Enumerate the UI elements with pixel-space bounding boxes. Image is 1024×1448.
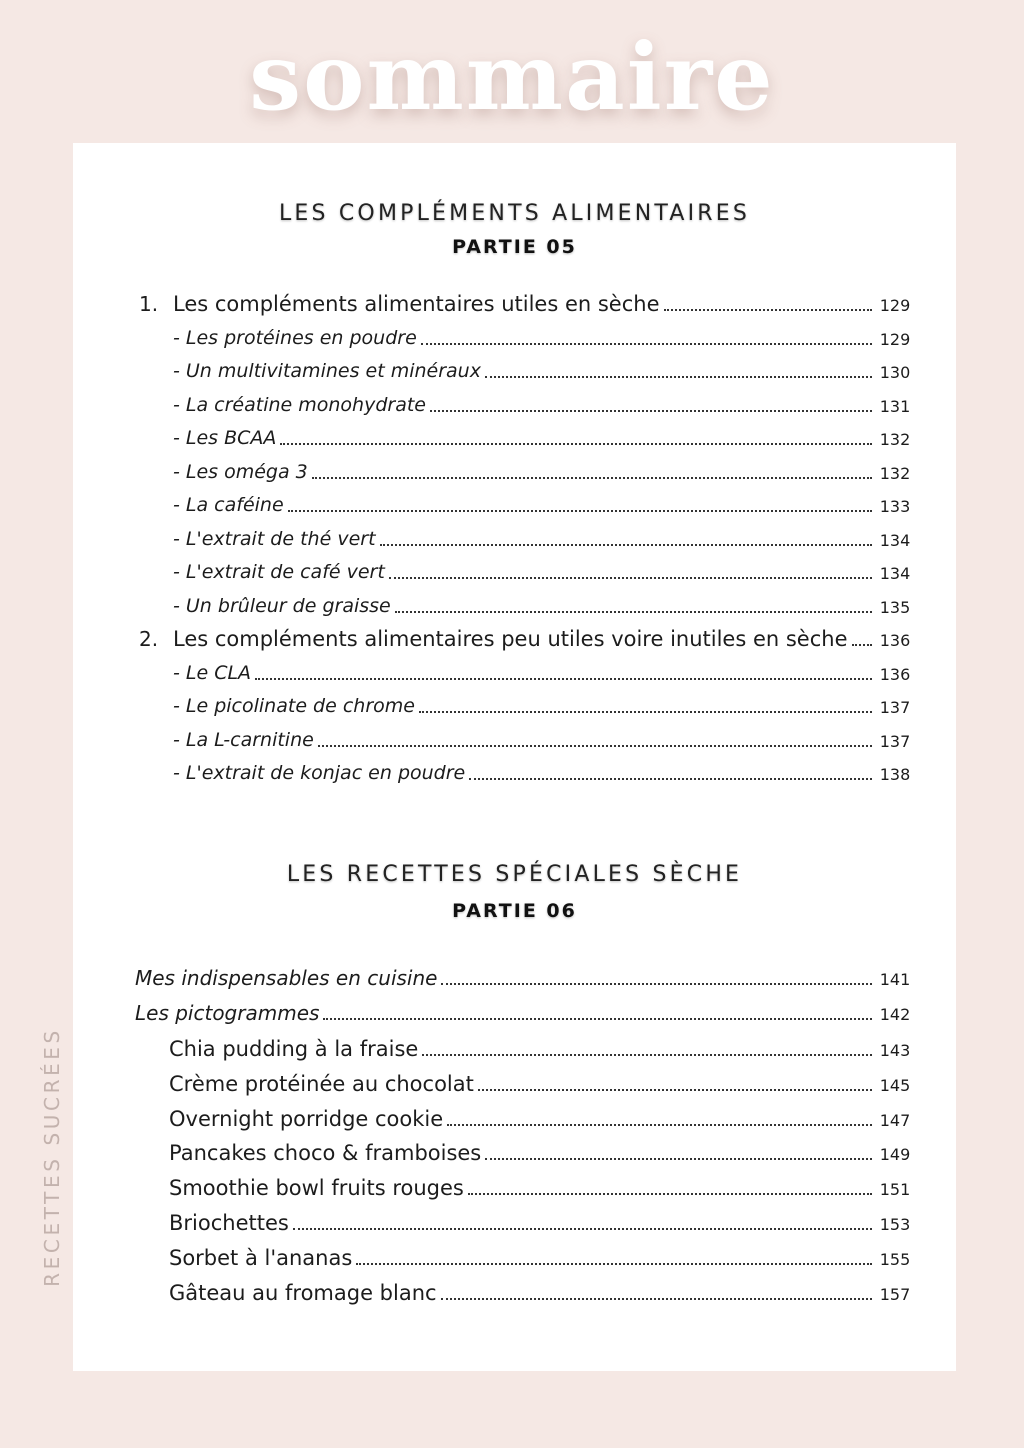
- toc-entry-page-number: 134: [879, 564, 911, 583]
- toc-entry-label: Chia pudding à la fraise: [169, 1037, 419, 1061]
- toc-entry-page-number: 149: [879, 1145, 911, 1165]
- toc-sub-entry[interactable]: [173, 388, 912, 418]
- toc-entry-label: Sorbet à l'ananas: [169, 1245, 353, 1270]
- toc-entry-page-number: 131: [879, 396, 911, 416]
- toc-entry-label: Gâteau au fromage blanc: [169, 1280, 437, 1305]
- toc-entry-label: Pancakes choco & framboises: [169, 1141, 482, 1166]
- dot-leader: [469, 778, 872, 780]
- dot-leader: [422, 1054, 872, 1056]
- dot-leader: [395, 611, 872, 613]
- toc-entry-page-number: 130: [879, 363, 911, 382]
- toc-sub-entry[interactable]: [173, 488, 912, 518]
- toc-entry-page-number: 145: [879, 1075, 911, 1095]
- toc-entry-label: Mes indispensables en cuisine: [135, 966, 438, 990]
- toc-recipe-entry[interactable]: [169, 1102, 912, 1132]
- dot-leader: [419, 711, 872, 713]
- toc-entry-page-number: 132: [879, 463, 911, 483]
- toc-recipe-entry[interactable]: [169, 1276, 912, 1306]
- dot-leader: [389, 577, 872, 579]
- part6-label: PARTIE 06: [452, 900, 577, 922]
- part5-label: PARTIE 05: [452, 236, 577, 258]
- toc-entry-page-number: 147: [879, 1110, 911, 1130]
- toc-sub-entry[interactable]: [173, 589, 912, 619]
- toc-entry-page-number: 157: [879, 1284, 911, 1304]
- toc-sub-entry[interactable]: [173, 756, 912, 786]
- toc-entry-label: Les pictogrammes: [135, 1001, 320, 1025]
- toc-entry-label: - L'extrait de café vert: [173, 561, 385, 583]
- toc-entry-page-number: 129: [879, 296, 911, 315]
- dot-leader: [280, 443, 872, 445]
- toc-entry-page-number: 135: [879, 597, 911, 617]
- dot-leader: [293, 1228, 872, 1230]
- toc-recipe-entry[interactable]: [169, 1171, 912, 1201]
- toc-sub-entry[interactable]: [173, 321, 912, 351]
- dot-leader: [468, 1193, 872, 1195]
- toc-entry-label: - La L-carnitine: [173, 728, 314, 751]
- dot-leader: [288, 510, 872, 512]
- toc-entry-label: - Les protéines en poudre: [173, 326, 417, 349]
- toc-entry-page-number: 136: [879, 631, 911, 650]
- toc-recipe-entry[interactable]: [169, 1136, 912, 1166]
- toc-entry-label: - Les oméga 3: [173, 460, 308, 483]
- toc-recipe-entry[interactable]: [169, 1241, 912, 1271]
- toc-entry-page-number: 136: [879, 664, 911, 684]
- toc-recipe-entry[interactable]: [169, 1067, 912, 1097]
- toc-entry-number: 1.: [139, 292, 159, 316]
- toc-main-entry[interactable]: [139, 622, 912, 652]
- toc-intro-entry[interactable]: [135, 996, 912, 1026]
- toc-entry-page-number: 133: [879, 497, 911, 516]
- recettes-sucrees-side-label: RECETTES SUCRÉES: [40, 1027, 64, 1287]
- toc-sub-entry[interactable]: [173, 354, 912, 384]
- toc-sub-entry[interactable]: [173, 455, 912, 485]
- toc-entry-label: Crème protéinée au chocolat: [169, 1071, 474, 1096]
- dot-leader: [421, 343, 872, 345]
- toc-entry-page-number: 138: [879, 765, 911, 784]
- toc-entry-label: Overnight porridge cookie: [169, 1106, 444, 1131]
- toc-entry-label: - Les BCAA: [173, 427, 277, 449]
- toc-entry-label: - L'extrait de thé vert: [173, 527, 376, 550]
- toc-recipe-entry[interactable]: [169, 1206, 912, 1236]
- toc-sub-entry[interactable]: [173, 522, 912, 552]
- toc-sub-entry[interactable]: [173, 723, 912, 753]
- toc-entry-label: Briochettes: [169, 1211, 289, 1235]
- toc-entry-label: - Un multivitamines et minéraux: [173, 360, 481, 382]
- dot-leader: [478, 1089, 872, 1091]
- dot-leader: [485, 1158, 872, 1160]
- dot-leader: [441, 983, 872, 985]
- toc-entry-label: Les compléments alimentaires peu utiles voire inutiles en sèche: [173, 627, 848, 651]
- toc-entry-page-number: 141: [879, 970, 911, 989]
- dot-leader: [356, 1263, 872, 1265]
- toc-entry-label: - L'extrait de konjac en poudre: [173, 762, 466, 784]
- toc-entry-page-number: 155: [879, 1249, 911, 1269]
- dot-leader: [664, 309, 873, 311]
- toc-entry-number: 2.: [139, 627, 159, 651]
- toc-entry-label: - Le CLA: [173, 661, 252, 684]
- toc-entry-label: - La caféine: [173, 494, 284, 516]
- dot-leader: [447, 1124, 872, 1126]
- toc-recipe-entry[interactable]: [169, 1032, 912, 1062]
- toc-entry-page-number: 134: [879, 530, 911, 550]
- toc-entry-page-number: 143: [879, 1041, 911, 1060]
- toc-sub-entry[interactable]: [173, 421, 912, 451]
- toc-entry-label: - Le picolinate de chrome: [173, 695, 415, 717]
- toc-entry-page-number: 137: [879, 698, 911, 717]
- part6-heading: LES RECETTES SPÉCIALES SÈCHE: [286, 862, 743, 887]
- dot-leader: [255, 678, 872, 680]
- dot-leader: [318, 745, 872, 747]
- toc-entry-page-number: 132: [879, 430, 911, 449]
- toc-main-entry[interactable]: [139, 287, 912, 317]
- toc-entry-page-number: 153: [879, 1215, 911, 1234]
- dot-leader: [323, 1018, 872, 1020]
- toc-entry-page-number: 142: [879, 1005, 911, 1024]
- toc-sub-entry[interactable]: [173, 689, 912, 719]
- toc-sub-entry[interactable]: [173, 656, 912, 686]
- toc-entry-label: - La créatine monohydrate: [173, 393, 426, 416]
- dot-leader: [441, 1298, 872, 1300]
- contents-card: [73, 143, 956, 1371]
- toc-entry-page-number: 129: [879, 329, 911, 349]
- toc-entry-label: Les compléments alimentaires utiles en sèche: [173, 292, 660, 316]
- dot-leader: [485, 376, 872, 378]
- toc-entry-label: - Un brûleur de graisse: [173, 594, 391, 617]
- dot-leader: [312, 477, 872, 479]
- dot-leader: [380, 544, 872, 546]
- toc-intro-entry[interactable]: [135, 961, 912, 991]
- page-title: sommaire: [249, 23, 775, 131]
- toc-sub-entry[interactable]: [173, 555, 912, 585]
- part5-heading: LES COMPLÉMENTS ALIMENTAIRES: [278, 201, 751, 226]
- dot-leader: [430, 410, 872, 412]
- toc-entry-page-number: 137: [879, 731, 911, 751]
- toc-entry-page-number: 151: [879, 1180, 911, 1200]
- toc-entry-label: Smoothie bowl fruits rouges: [169, 1176, 464, 1201]
- dot-leader: [852, 644, 872, 646]
